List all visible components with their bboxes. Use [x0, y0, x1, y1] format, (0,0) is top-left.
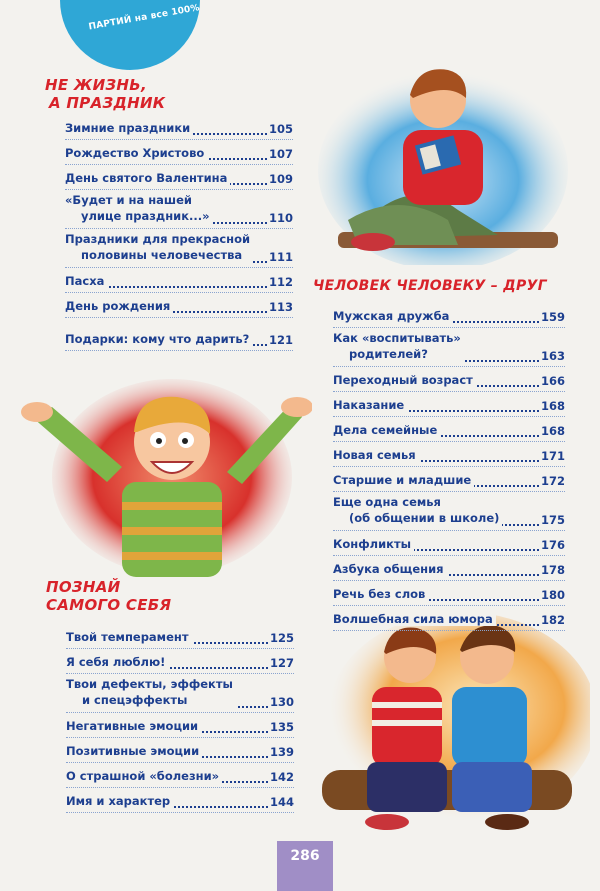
toc-page: 178 — [540, 563, 565, 577]
toc-entry[interactable] — [65, 326, 293, 351]
toc-title: Речь без слов — [333, 587, 428, 601]
toc-entry[interactable] — [66, 713, 294, 738]
toc-entry[interactable] — [66, 763, 294, 788]
toc-page: 142 — [269, 770, 294, 784]
toc-entry[interactable] — [333, 417, 565, 442]
toc-title: День рождения — [65, 299, 173, 313]
toc-page: 171 — [540, 449, 565, 463]
toc-self — [66, 624, 294, 813]
boy-reading-illustration — [318, 60, 568, 265]
toc-entry[interactable] — [333, 581, 565, 606]
toc-title: Подарки: кому что дарить? — [65, 332, 252, 346]
toc-entry[interactable] — [65, 190, 293, 229]
toc-entry[interactable] — [333, 392, 565, 417]
toc-page: 125 — [269, 631, 294, 645]
toc-entry[interactable] — [65, 293, 293, 318]
toc-entry[interactable] — [65, 229, 293, 268]
toc-title: Твои дефекты, эффекты — [66, 677, 236, 691]
section-heading-friendship — [313, 277, 547, 295]
section-heading-holidays — [45, 76, 165, 112]
toc-title: Переходный возраст — [333, 373, 476, 387]
two-friends-illustration — [312, 612, 590, 837]
heading-line: ПОЗНАЙ — [46, 578, 121, 596]
toc-title: О страшной «болезни» — [66, 769, 222, 783]
toc-title: Наказание — [333, 398, 407, 412]
toc-title: Как «воспитывать» — [333, 331, 464, 345]
toc-entry[interactable] — [333, 467, 565, 492]
toc-page: 176 — [540, 538, 565, 552]
heading-line: САМОГО СЕБЯ — [46, 596, 172, 614]
toc-page: 166 — [540, 374, 565, 388]
toc-page: 139 — [269, 745, 294, 759]
toc-title: Волшебная сила юмора — [333, 612, 496, 626]
toc-entry[interactable] — [333, 556, 565, 581]
toc-page: 127 — [269, 656, 294, 670]
toc-entry[interactable] — [66, 624, 294, 649]
toc-title: Дела семейные — [333, 423, 440, 437]
toc-title: Позитивные эмоции — [66, 744, 202, 758]
toc-title: День святого Валентина — [65, 171, 230, 185]
toc-page: 180 — [540, 588, 565, 602]
toc-page: 135 — [269, 720, 294, 734]
toc-title: «Будет и на нашей — [65, 193, 195, 207]
toc-title: Праздники для прекрасной — [65, 232, 253, 246]
toc-entry[interactable] — [333, 606, 565, 631]
toc-title: Рождество Христово — [65, 146, 207, 160]
toc-page: 168 — [540, 399, 565, 413]
toc-title: Азбука общения — [333, 562, 447, 576]
toc-title: Старшие и младшие — [333, 473, 474, 487]
toc-title: Имя и характер — [66, 794, 173, 808]
toc-page: 109 — [268, 172, 293, 186]
section-heading-self — [46, 578, 171, 614]
toc-title: Еще одна семья — [333, 495, 444, 509]
toc-title: Негативные эмоции — [66, 719, 201, 733]
toc-entry[interactable] — [333, 492, 565, 531]
toc-entry[interactable] — [66, 738, 294, 763]
toc-entry[interactable] — [333, 303, 565, 328]
toc-page: 113 — [268, 300, 293, 314]
toc-title-line2: и спецэффекты — [66, 692, 236, 708]
toc-page: 112 — [268, 275, 293, 289]
toc-title: Пасха — [65, 274, 107, 288]
toc-page: 163 — [540, 349, 565, 363]
toc-entry[interactable] — [333, 367, 565, 392]
toc-page: 110 — [268, 211, 293, 225]
toc-page: 130 — [269, 695, 294, 709]
toc-title-line2: половины человечества — [65, 247, 253, 263]
toc-page: 107 — [268, 147, 293, 161]
toc-entry[interactable] — [333, 531, 565, 556]
toc-page: 144 — [269, 795, 294, 809]
toc-entry[interactable] — [333, 442, 565, 467]
toc-entry[interactable] — [65, 165, 293, 190]
toc-page: 168 — [540, 424, 565, 438]
toc-friendship — [333, 303, 565, 631]
toc-entry[interactable] — [65, 115, 293, 140]
toc-title-line2: улице праздник...» — [65, 208, 213, 224]
toc-title: Новая семья — [333, 448, 419, 462]
series-badge-text: ПАРТИЙ на все 100% — [87, 3, 201, 33]
boy-cheering-illustration — [12, 372, 312, 577]
toc-page: 159 — [540, 310, 565, 324]
toc-title-line2: родителей? — [333, 346, 464, 362]
toc-entry[interactable] — [333, 328, 565, 367]
heading-line: НЕ ЖИЗНЬ, — [45, 76, 147, 94]
toc-entry[interactable] — [65, 140, 293, 165]
toc-page: 121 — [268, 333, 293, 347]
toc-holidays — [65, 115, 293, 351]
page-number: 286 — [277, 841, 333, 891]
toc-title-line2: (об общении в школе) — [333, 510, 502, 526]
toc-page: 172 — [540, 474, 565, 488]
toc-title: Я себя люблю! — [66, 655, 168, 669]
toc-page: 182 — [540, 613, 565, 627]
toc-page: 175 — [540, 513, 565, 527]
toc-page: 111 — [268, 250, 293, 264]
toc-entry[interactable] — [66, 649, 294, 674]
toc-title: Мужская дружба — [333, 309, 452, 323]
toc-entry[interactable] — [66, 674, 294, 713]
toc-title: Конфликты — [333, 537, 414, 551]
toc-title: Зимние праздники — [65, 121, 193, 135]
heading-line: ЧЕЛОВЕК ЧЕЛОВЕКУ – ДРУГ — [313, 278, 547, 294]
toc-title: Твой темперамент — [66, 630, 192, 644]
toc-entry[interactable] — [65, 268, 293, 293]
toc-entry[interactable] — [66, 788, 294, 813]
toc-page: 105 — [268, 122, 293, 136]
heading-line: А ПРАЗДНИК — [49, 94, 166, 112]
